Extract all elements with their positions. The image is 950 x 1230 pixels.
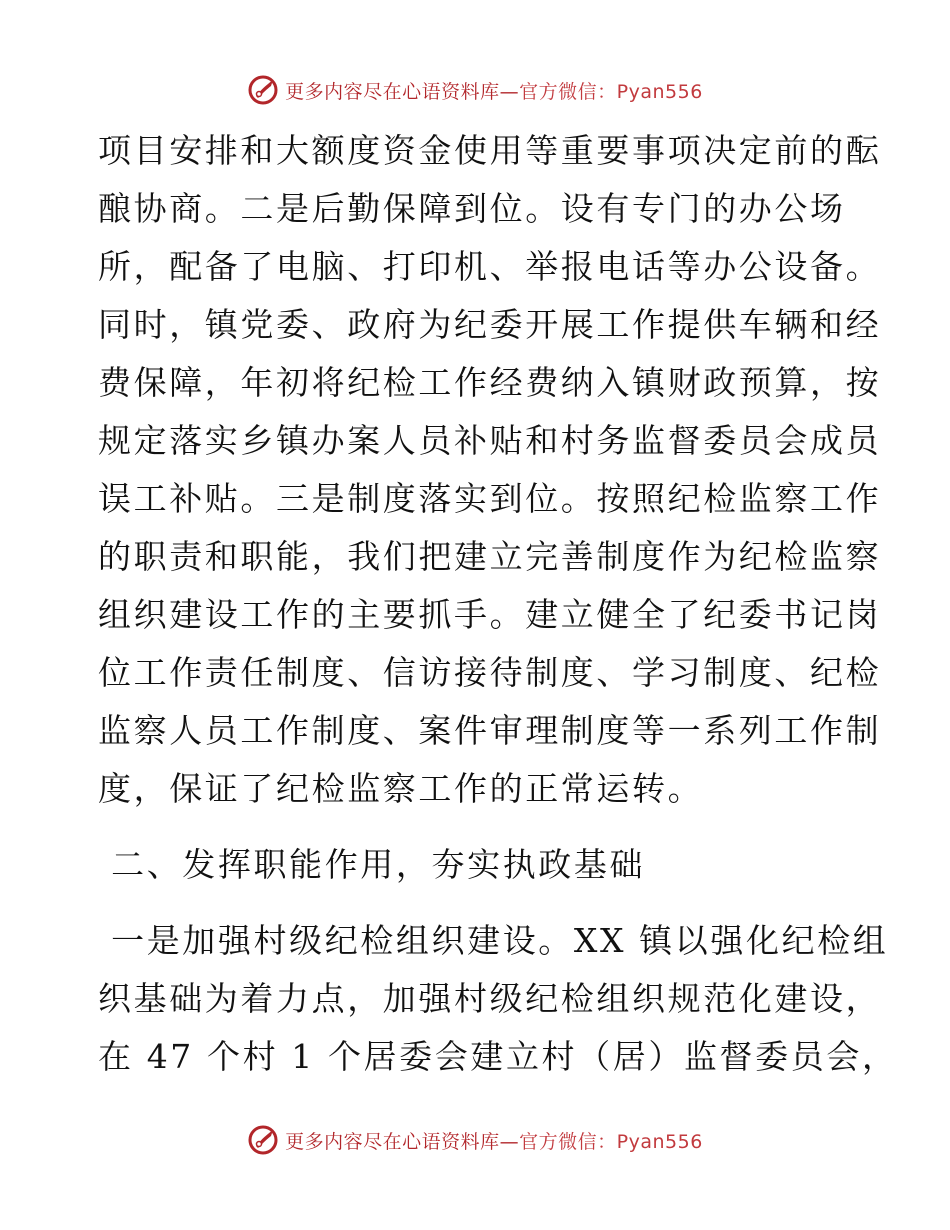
- text-line: 度，保证了纪检监察工作的正常运转。: [98, 769, 704, 808]
- text-line: 位工作责任制度、信访接待制度、学习制度、纪检: [98, 653, 882, 692]
- heading-line: 二、发挥职能作用，夯实执政基础: [98, 845, 646, 884]
- text-line: 规定落实乡镇办案人员补贴和村务监督委员会成员: [98, 421, 882, 460]
- text-line: 一是加强村级纪检组织建设。XX 镇以强化纪检组: [98, 921, 889, 960]
- section-heading: [98, 836, 858, 894]
- text-line: 监察人员工作制度、案件审理制度等一系列工作制: [98, 711, 882, 750]
- text-line: 同时，镇党委、政府为纪委开展工作提供车辆和经: [98, 305, 882, 344]
- text-line: 费保障，年初将纪检工作经费纳入镇财政预算，按: [98, 363, 882, 402]
- header-watermark-banner: [0, 70, 950, 110]
- paragraph-2: [98, 912, 898, 1086]
- text-line: 的职责和职能，我们把建立完善制度作为纪检监察: [98, 537, 882, 576]
- text-line: 在 47 个村 1 个居委会建立村（居）监督委员会，: [98, 1037, 898, 1076]
- document-body: [98, 122, 898, 1086]
- red-brush-logo-icon: [247, 74, 279, 106]
- text-line: 误工补贴。三是制度落实到位。按照纪检监察工作: [98, 479, 882, 518]
- text-line: 酿协商。二是后勤保障到位。设有专门的办公场: [98, 189, 846, 228]
- red-brush-logo-icon: [247, 1124, 279, 1156]
- banner-text: 更多内容尽在心语资料库—官方微信：Pyan556: [285, 80, 703, 103]
- footer-watermark-banner: [0, 1120, 950, 1160]
- text-line: 织基础为着力点，加强村级纪检组织规范化建设，: [98, 979, 882, 1018]
- text-line: 项目安排和大额度资金使用等重要事项决定前的酝: [98, 131, 882, 170]
- paragraph-1: [98, 122, 882, 818]
- text-line: 组织建设工作的主要抓手。建立健全了纪委书记岗: [98, 595, 882, 634]
- text-line: 所，配备了电脑、打印机、举报电话等办公设备。: [98, 247, 882, 286]
- banner-text: 更多内容尽在心语资料库—官方微信：Pyan556: [285, 1130, 703, 1153]
